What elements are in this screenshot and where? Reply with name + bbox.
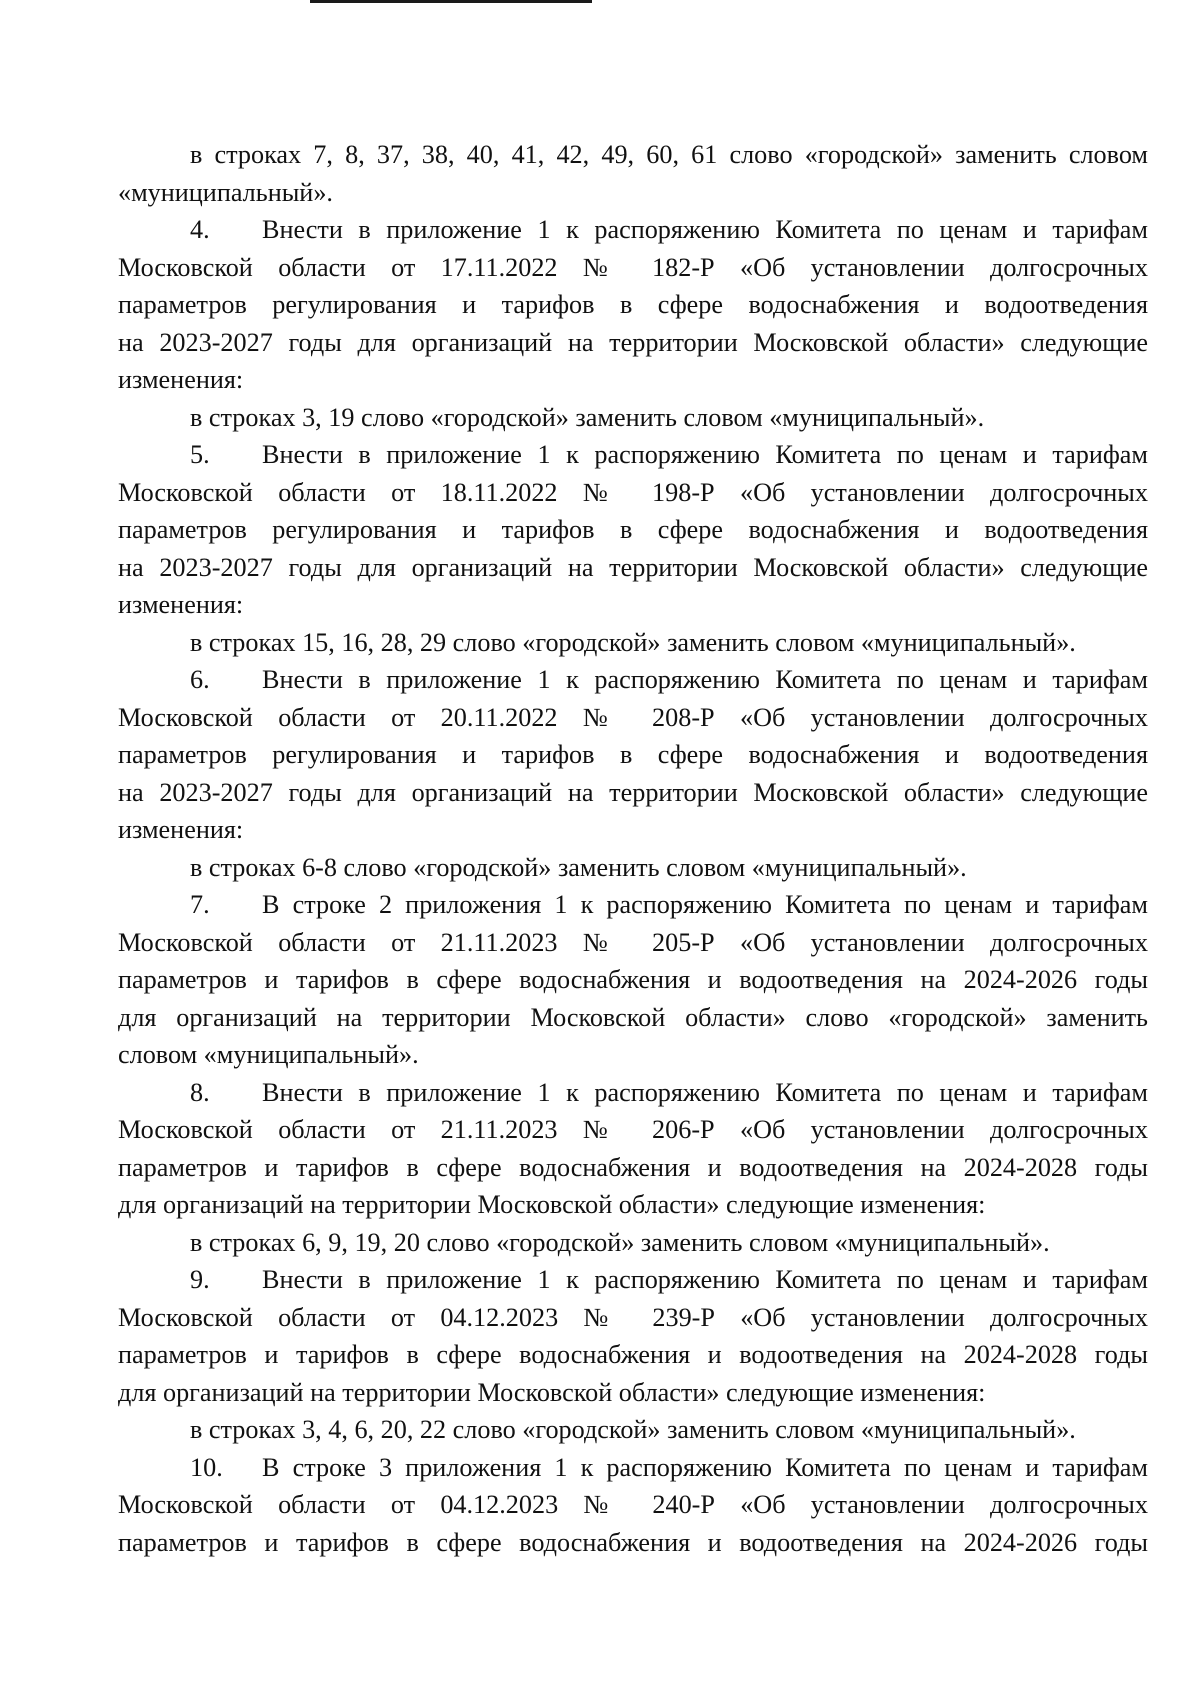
text-line: параметров регулирования и тарифов в сфере водоснабжения и водоотведения xyxy=(118,740,1148,769)
text-line: параметров и тарифов в сфере водоснабжения и водоотведения на 2024-2028 годы xyxy=(118,1152,1148,1182)
clause-heading-text: Внести в приложение 1 к распоряжению Комитета по ценам и тарифам xyxy=(262,1265,1148,1294)
amendment-line: в строках 3, 19 слово «городской» заменить словом «муниципальный». xyxy=(190,402,985,432)
text-line: на 2023-2027 годы для организаций на территории Московской области» следующие xyxy=(118,777,1148,807)
text-line: параметров регулирования и тарифов в сфере водоснабжения и водоотведения xyxy=(118,515,1148,544)
document-body xyxy=(118,136,1148,1561)
clause-heading-line xyxy=(118,211,1148,249)
text-line: изменения: xyxy=(118,365,244,394)
clause-number: 10. xyxy=(190,1452,223,1482)
amendment-line: в строках 6, 9, 19, 20 слово «городской» заменить словом «муниципальный». xyxy=(190,1227,1050,1257)
clause-heading-text: Внести в приложение 1 к распоряжению Комитета по ценам и тарифам xyxy=(262,665,1148,694)
text-line: Московской области от 04.12.2023 № 240-Р «Об установлении долгосрочных xyxy=(118,1490,1148,1519)
clause-heading-line xyxy=(118,1261,1148,1299)
text-line: Московской области от 04.12.2023 № 239-Р «Об установлении долгосрочных xyxy=(118,1302,1148,1332)
top-rule-fragment xyxy=(310,0,592,3)
amendment-line: в строках 15, 16, 28, 29 слово «городской» заменить словом «муниципальный». xyxy=(190,627,1076,657)
text-line: для организаций на территории Московской области» слово «городской» заменить xyxy=(118,1002,1148,1032)
text-line: на 2023-2027 годы для организаций на территории Московской области» следующие xyxy=(118,327,1148,357)
text-line: изменения: xyxy=(118,815,244,844)
amendment-line: в строках 6-8 слово «городской» заменить словом «муниципальный». xyxy=(190,852,967,882)
amendment-line: в строках 7, 8, 37, 38, 40, 41, 42, 49, 60, 61 слово «городской» заменить словом xyxy=(190,140,1148,169)
text-line: параметров и тарифов в сфере водоснабжения и водоотведения на 2024-2026 годы xyxy=(118,965,1148,994)
text-line: изменения: xyxy=(118,590,244,619)
clause-heading-text: В строке 3 приложения 1 к распоряжению Комитета по ценам и тарифам xyxy=(262,1452,1148,1482)
text-line: «муниципальный». xyxy=(118,177,333,207)
clause-number: 7. xyxy=(190,890,210,919)
text-line: Московской области от 17.11.2022 № 182-Р «Об установлении долгосрочных xyxy=(118,252,1148,282)
clause-heading-line xyxy=(118,1074,1148,1112)
clause-heading-line xyxy=(118,1449,1148,1487)
text-line: Московской области от 21.11.2023 № 205-Р «Об установлении долгосрочных xyxy=(118,927,1148,957)
text-line: Московской области от 20.11.2022 № 208-Р «Об установлении долгосрочных xyxy=(118,702,1148,732)
text-line: для организаций на территории Московской области» следующие изменения: xyxy=(118,1190,986,1219)
text-line: параметров и тарифов в сфере водоснабжения и водоотведения на 2024-2026 годы xyxy=(118,1527,1148,1557)
amendment-line: в строках 3, 4, 6, 20, 22 слово «городской» заменить словом «муниципальный». xyxy=(190,1415,1076,1444)
clause-heading-text: Внести в приложение 1 к распоряжению Комитета по ценам и тарифам xyxy=(262,215,1148,244)
text-line: для организаций на территории Московской области» следующие изменения: xyxy=(118,1377,986,1407)
clause-number: 6. xyxy=(190,665,210,694)
text-line: Московской области от 21.11.2023 № 206-Р «Об установлении долгосрочных xyxy=(118,1115,1148,1144)
clause-heading-text: В строке 2 приложения 1 к распоряжению Комитета по ценам и тарифам xyxy=(262,890,1148,919)
clause-heading-line xyxy=(118,661,1148,699)
clause-heading-text: Внести в приложение 1 к распоряжению Комитета по ценам и тарифам xyxy=(262,1077,1148,1107)
clause-heading-line xyxy=(118,436,1148,474)
clause-number: 5. xyxy=(190,440,210,469)
clause-number: 9. xyxy=(190,1265,210,1294)
text-line: словом «муниципальный». xyxy=(118,1040,419,1069)
text-line: параметров регулирования и тарифов в сфере водоснабжения и водоотведения xyxy=(118,290,1148,319)
clause-heading-line xyxy=(118,886,1148,924)
clause-heading-text: Внести в приложение 1 к распоряжению Комитета по ценам и тарифам xyxy=(262,440,1148,469)
text-line: параметров и тарифов в сфере водоснабжения и водоотведения на 2024-2028 годы xyxy=(118,1340,1148,1369)
text-line: Московской области от 18.11.2022 № 198-Р «Об установлении долгосрочных xyxy=(118,477,1148,507)
clause-number: 4. xyxy=(190,215,210,244)
text-line: на 2023-2027 годы для организаций на территории Московской области» следующие xyxy=(118,552,1148,582)
clause-number: 8. xyxy=(190,1077,210,1107)
